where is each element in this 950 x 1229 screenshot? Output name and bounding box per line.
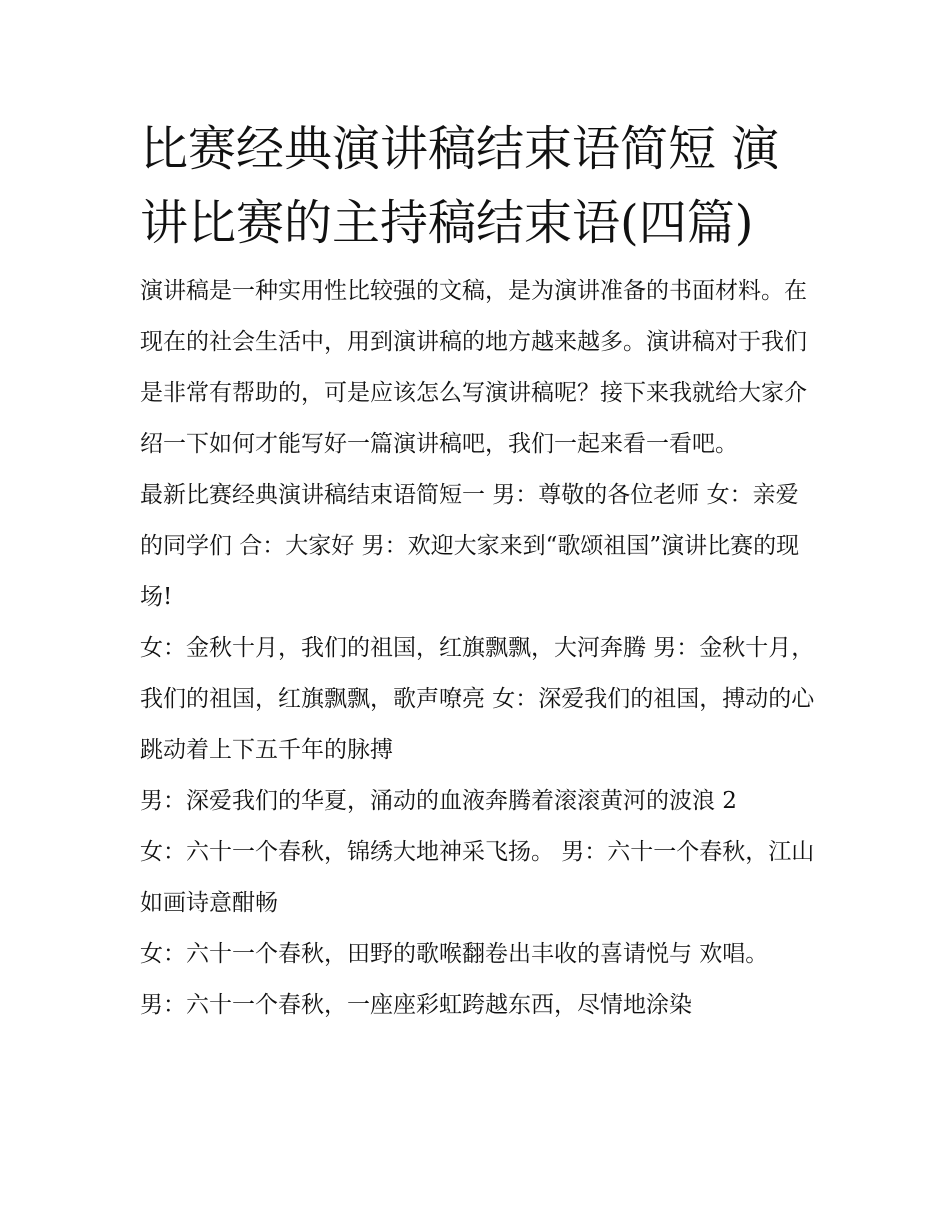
document-title: 比赛经典演讲稿结束语简短 演讲比赛的主持稿结束语(四篇) (140, 121, 780, 251)
body-paragraph: 女：六十一个春秋，锦绣大地神采飞扬。 男：六十一个春秋，江山如画诗意酣畅 (140, 839, 815, 916)
body-paragraph: 男：深爱我们的华夏，涌动的血液奔腾着滚滚黄河的波浪 2 (140, 788, 737, 814)
body-paragraph: 最新比赛经典演讲稿结束语简短一 男：尊敬的各位老师 女：亲爱的同学们 合：大家好 男：欢迎大家来到“歌颂祖国”演讲比赛的现场! (140, 482, 800, 610)
body-paragraph: 女：金秋十月，我们的祖国，红旗飘飘，大河奔腾 男：金秋十月，我们的祖国，红旗飘飘，歌声嘹亮 女：深爱我们的祖国，搏动的心跳动着上下五千年的脉搏 (140, 635, 815, 763)
intro-paragraph: 演讲稿是一种实用性比较强的文稿，是为演讲准备的书面材料。在现在的社会生活中，用到演讲稿的地方越来越多。演讲稿对于我们是非常有帮助的，可是应该怎么写演讲稿呢？接下来我就给大家介绍一下如何才能写好一篇演讲稿吧，我们一起来看一看吧。 (140, 278, 807, 457)
document-page (140, 112, 820, 1031)
body-paragraph: 女：六十一个春秋，田野的歌喉翻卷出丰收的喜请悦与 欢唱。 男：六十一个春秋，一座座彩虹跨越东西，尽情地涂染 (140, 941, 769, 1018)
